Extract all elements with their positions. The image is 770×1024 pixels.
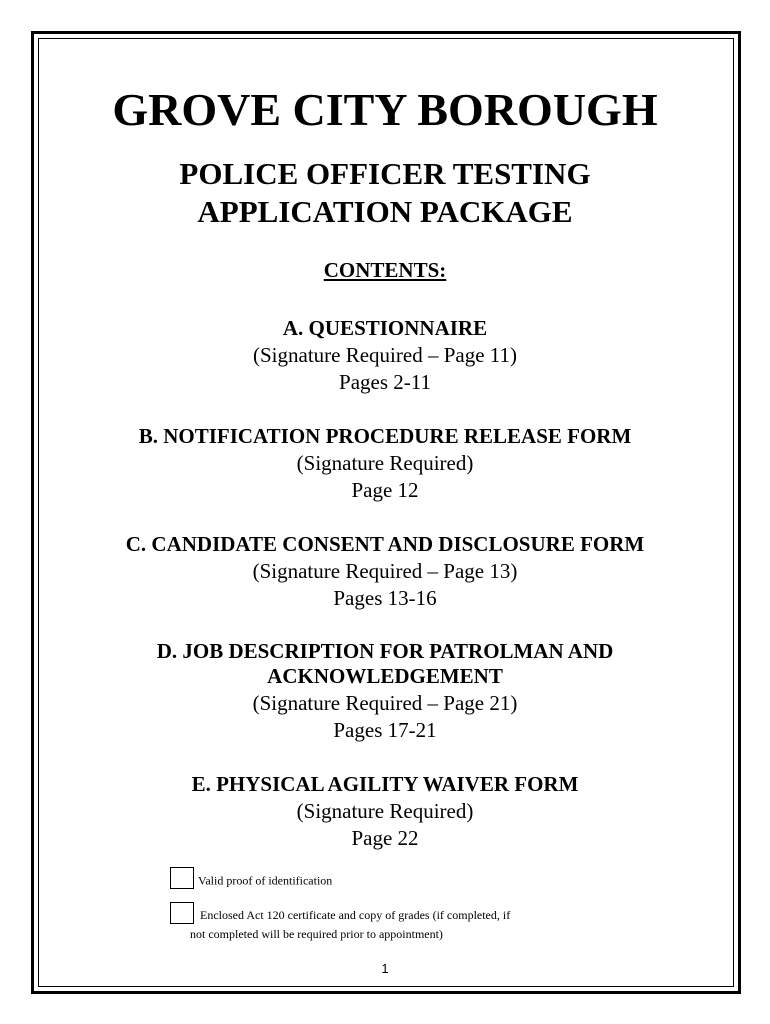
checkbox-act120[interactable] xyxy=(170,902,194,924)
checklist-label-act120: Enclosed Act 120 certificate and copy of grades (if completed, if xyxy=(200,908,511,923)
page-number: 1 xyxy=(381,961,389,976)
section-a-heading: A. QUESTIONNAIRE xyxy=(282,316,488,340)
section-d-heading-line-2: ACKNOWLEDGEMENT xyxy=(267,664,503,688)
checklist-label-identification: Valid proof of identification xyxy=(198,873,333,888)
checklist-label-act120-cont: not completed will be required prior to appointment) xyxy=(190,927,443,941)
section-b-signature-note: (Signature Required) xyxy=(296,451,474,475)
subtitle-line-2: APPLICATION PACKAGE xyxy=(197,194,573,229)
section-c-heading: C. CANDIDATE CONSENT AND DISCLOSURE FORM xyxy=(125,532,645,556)
section-e-pages: Page 22 xyxy=(351,826,419,850)
section-b-pages: Page 12 xyxy=(351,478,419,502)
section-a-signature-note: (Signature Required – Page 11) xyxy=(253,343,517,367)
section-e-signature-note: (Signature Required) xyxy=(296,799,474,823)
section-d-pages: Pages 17-21 xyxy=(333,718,437,742)
checklist-item-identification xyxy=(170,867,332,889)
document-title: GROVE CITY BOROUGH xyxy=(112,84,658,135)
subtitle-line-1: POLICE OFFICER TESTING xyxy=(179,156,591,191)
checklist-item-act120 xyxy=(170,902,510,924)
section-c-pages: Pages 13-16 xyxy=(333,586,437,610)
section-e-heading: E. PHYSICAL AGILITY WAIVER FORM xyxy=(191,772,579,796)
section-b-heading: B. NOTIFICATION PROCEDURE RELEASE FORM xyxy=(138,424,632,448)
section-d-signature-note: (Signature Required – Page 21) xyxy=(252,691,518,715)
section-a-pages: Pages 2-11 xyxy=(339,370,431,394)
section-c-signature-note: (Signature Required – Page 13) xyxy=(252,559,518,583)
checkbox-identification[interactable] xyxy=(170,867,194,889)
contents-label: CONTENTS: xyxy=(323,258,447,282)
section-d-heading-line-1: D. JOB DESCRIPTION FOR PATROLMAN AND xyxy=(156,639,614,663)
